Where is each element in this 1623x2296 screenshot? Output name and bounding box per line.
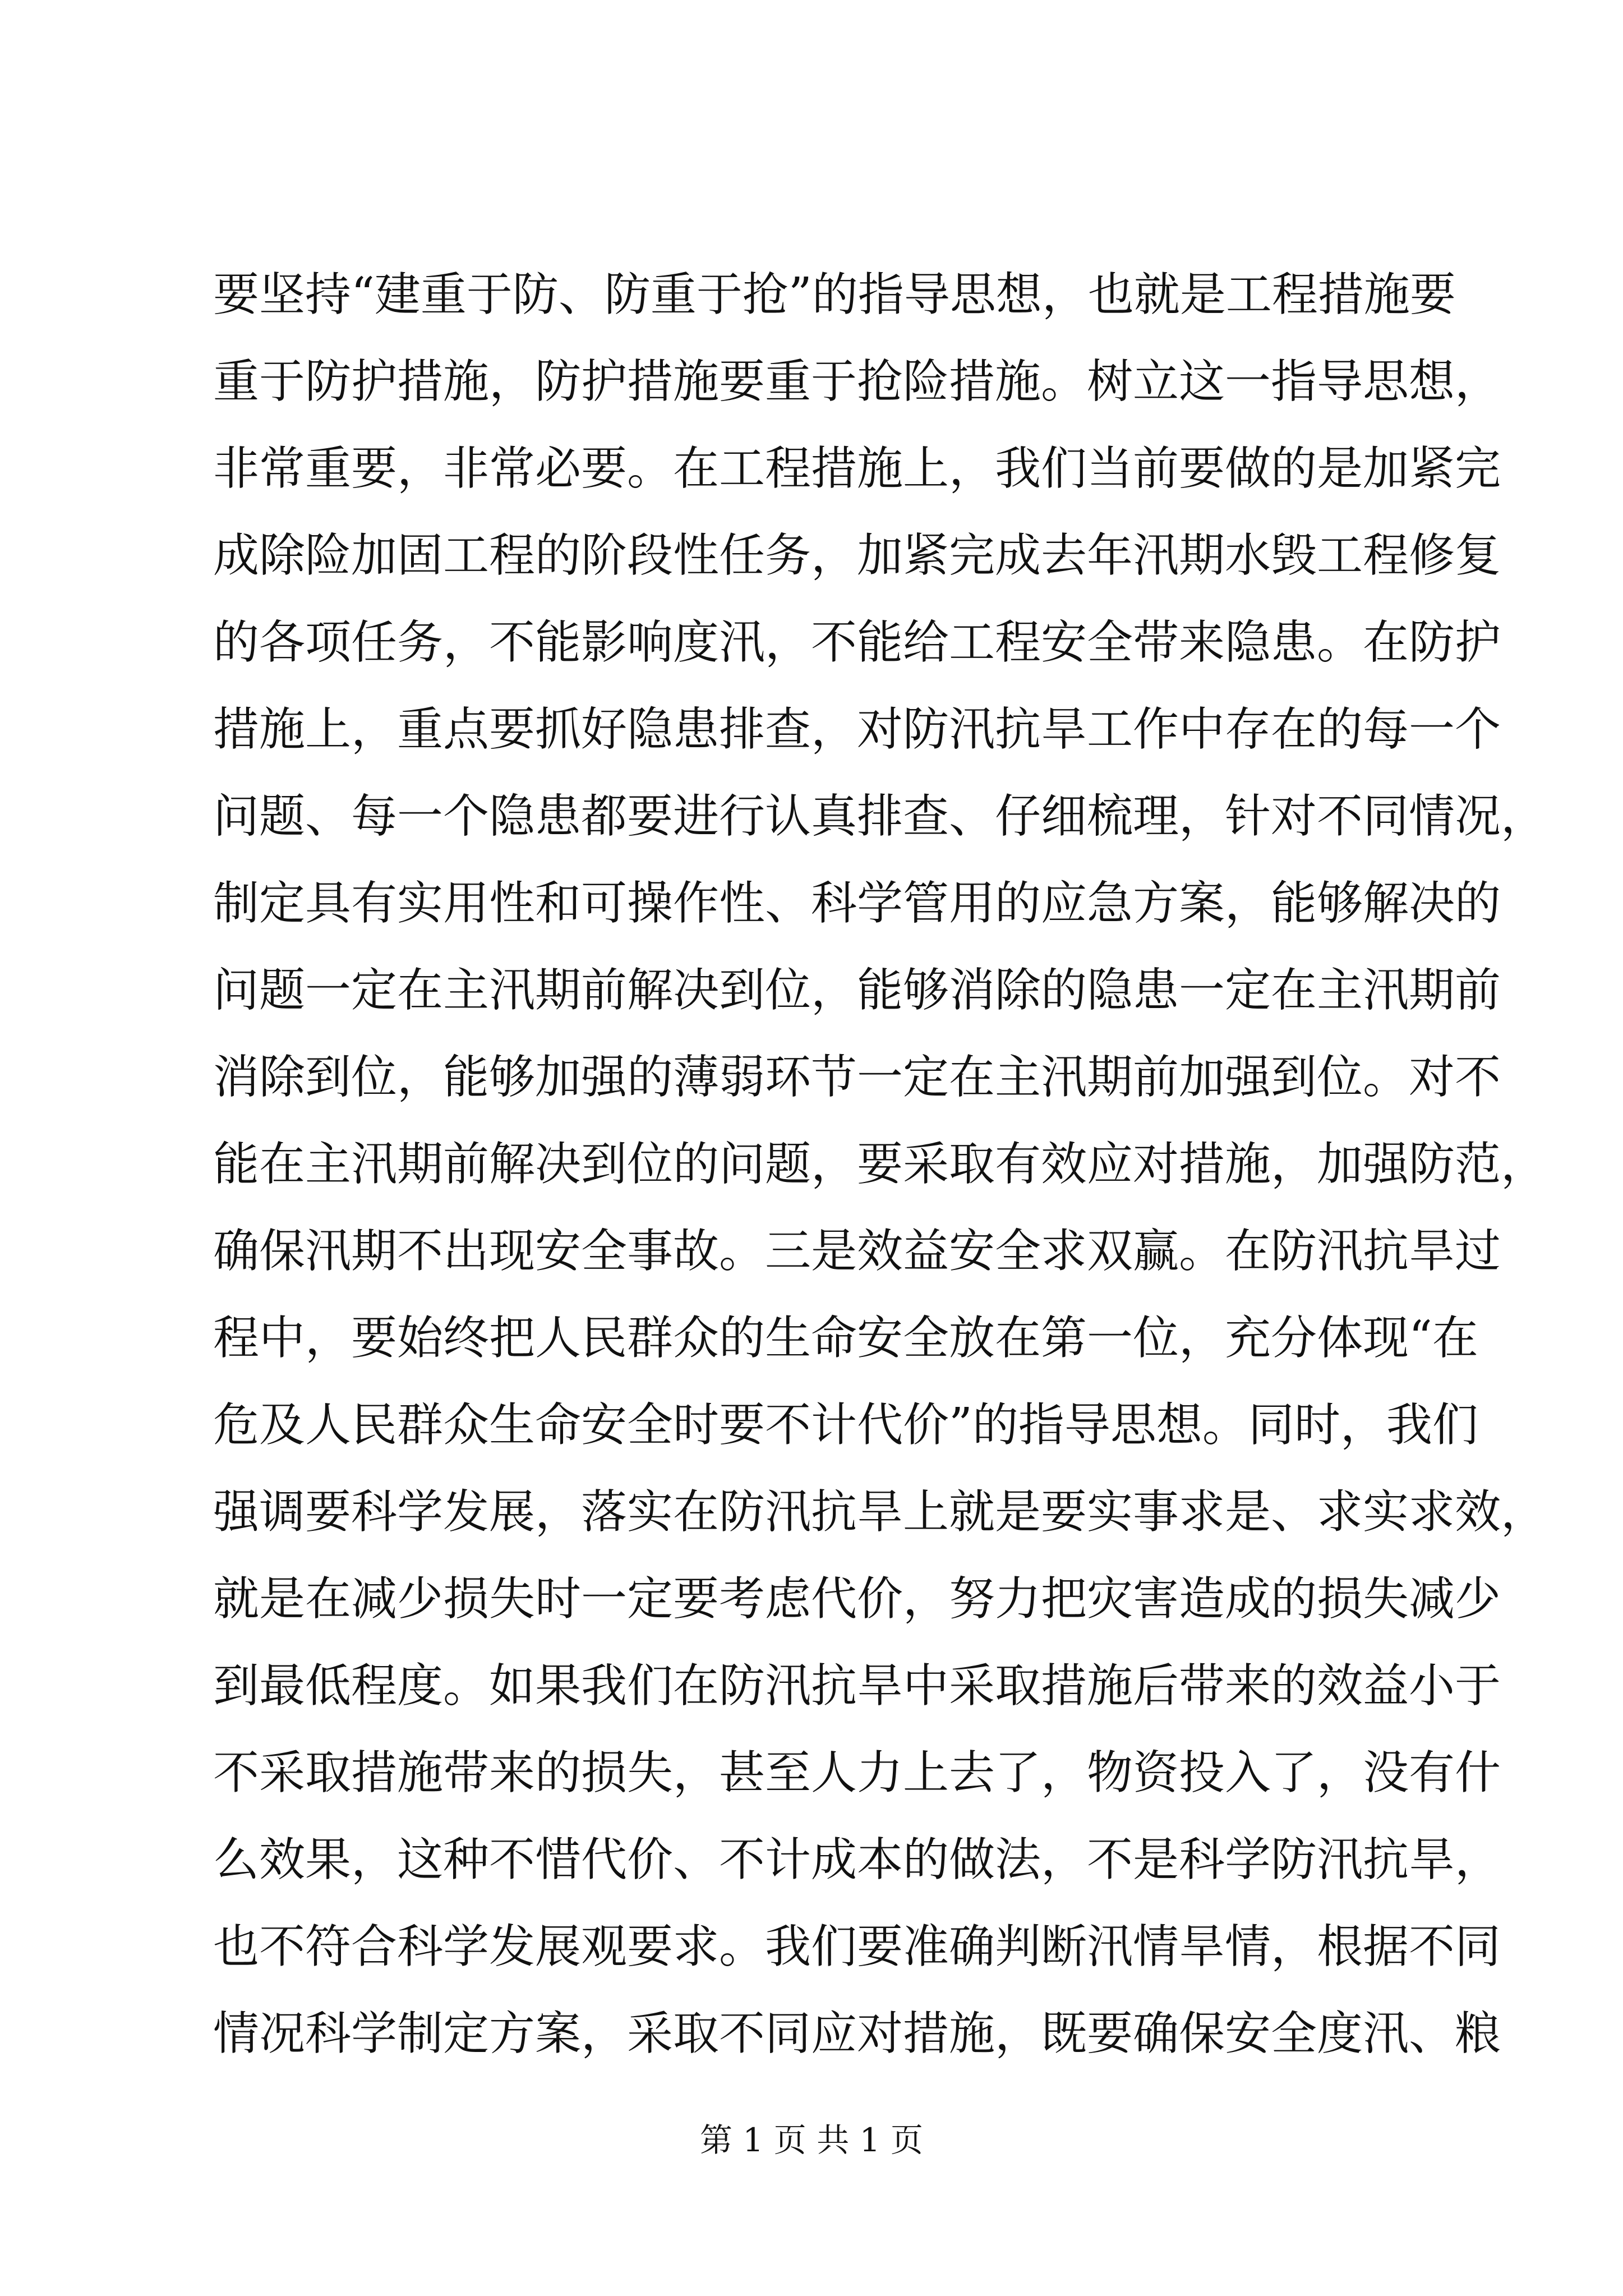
text-line: 程中，要始终把人民群众的生命安全放在第一位，充分体现“在 — [213, 1312, 1478, 1365]
text-line: 重于防护措施，防护措施要重于抢险措施。树立这一指导思想， — [213, 355, 1501, 408]
text-line: 制定具有实用性和可操作性、科学管用的应急方案，能够解决的 — [213, 877, 1501, 930]
text-line: 措施上，重点要抓好隐患排查，对防汛抗旱工作中存在的每一个 — [213, 703, 1501, 756]
text-line: 也不符合科学发展观要求。我们要准确判断汛情旱情，根据不同 — [213, 1920, 1501, 1973]
text-line: 要坚持“建重于防、防重于抢”的指导思想，也就是工程措施要 — [213, 268, 1456, 321]
text-line: 能在主汛期前解决到位的问题，要采取有效应对措施，加强防范， — [213, 1138, 1547, 1191]
text-line: 情况科学制定方案，采取不同应对措施，既要确保安全度汛、粮 — [213, 2007, 1501, 2060]
text-line: 非常重要，非常必要。在工程措施上，我们当前要做的是加紧完 — [213, 442, 1501, 495]
text-line: 就是在减少损失时一定要考虑代价，努力把灾害造成的损失减少 — [213, 1572, 1501, 1626]
text-line: 到最低程度。如果我们在防汛抗旱中采取措施后带来的效益小于 — [213, 1659, 1501, 1713]
text-line: 的各项任务，不能影响度汛，不能给工程安全带来隐患。在防护 — [213, 616, 1501, 669]
page-footer — [0, 2118, 1623, 2162]
page-number-label: 第 1 页 共 1 页 — [700, 2121, 923, 2159]
text-line: 危及人民群众生命安全时要不计代价”的指导思想。同时，我们 — [213, 1398, 1478, 1452]
text-line: 强调要科学发展，落实在防汛抗旱上就是要实事求是、求实求效， — [213, 1485, 1547, 1539]
body-text — [213, 251, 1547, 2077]
text-line: 消除到位，能够加强的薄弱环节一定在主汛期前加强到位。对不 — [213, 1051, 1501, 1104]
text-line: 么效果，这种不惜代价、不计成本的做法，不是科学防汛抗旱， — [213, 1833, 1501, 1887]
text-line: 成除险加固工程的阶段性任务，加紧完成去年汛期水毁工程修复 — [213, 529, 1501, 582]
text-line: 问题、每一个隐患都要进行认真排查、仔细梳理，针对不同情况， — [213, 790, 1547, 843]
text-line: 问题一定在主汛期前解决到位，能够消除的隐患一定在主汛期前 — [213, 964, 1501, 1017]
text-line: 确保汛期不出现安全事故。三是效益安全求双赢。在防汛抗旱过 — [213, 1225, 1501, 1278]
text-line: 不采取措施带来的损失，甚至人力上去了，物资投入了，没有什 — [213, 1746, 1501, 1800]
